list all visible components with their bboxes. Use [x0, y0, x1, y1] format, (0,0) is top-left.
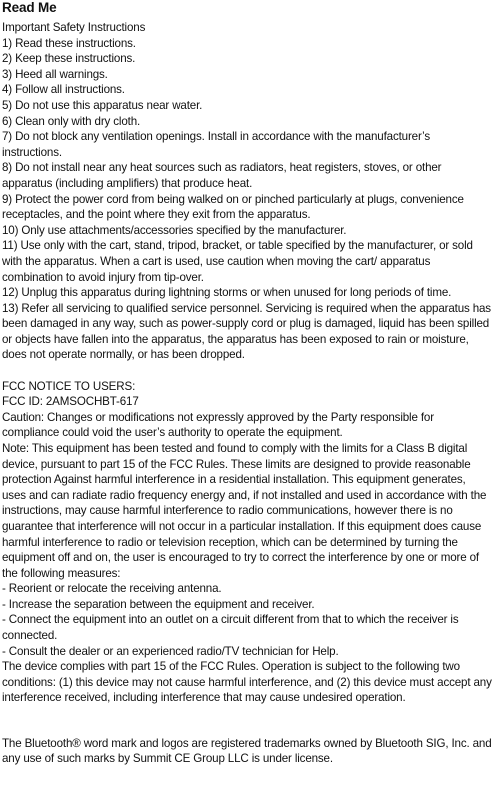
- fcc-id: FCC ID: 2AMSOCHBT-617: [2, 395, 139, 409]
- fcc-heading: FCC NOTICE TO USERS:: [2, 379, 136, 393]
- bluetooth-notice: The Bluetooth® word mark and logos are registered trademarks owned by Bluetooth SIG, Inc. and any use of such marks by Summit CE Group LLC is under license.: [2, 736, 492, 766]
- safety-item-4: 4) Follow all instructions.: [2, 83, 125, 97]
- safety-item-1: 1) Read these instructions.: [2, 36, 136, 50]
- safety-item-6: 6) Clean only with dry cloth.: [2, 114, 141, 128]
- safety-item-12: 12) Unplug this apparatus during lightning storms or when unused for long periods of time.: [2, 286, 452, 300]
- fcc-measure-3: - Connect the equipment into an outlet on a circuit different from that to which the receiver is connected.: [2, 613, 459, 643]
- safety-item-7: 7) Do not block any ventilation openings. Install in accordance with the manufacturer’s instructions.: [2, 130, 430, 159]
- fcc-compliance: The device complies with part 15 of the FCC Rules. Operation is subject to the following two conditions: (1) this device may not cause harmful interference, and (2) this device must accept any interference received, including interference that may cause undesired operation.: [2, 660, 492, 705]
- document-title: Read Me: [2, 0, 57, 15]
- safety-item-11: 11) Use only with the cart, stand, tripod, bracket, or table specified by the manufacturer, or sold with the apparatus. When a cart is used, use caution when moving the cart/ apparatus combination to avoid injury from tip-over.: [2, 239, 473, 284]
- fcc-measure-2: - Increase the separation between the equipment and receiver.: [2, 597, 315, 611]
- fcc-note: Note: This equipment has been tested and found to comply with the limits for a Class B digital device, pursuant to part 15 of the FCC Rules. These limits are designed to provide reasonable protection Against harmful interference in a residential installation. This equipment generates, uses and can radiate radio frequency energy and, if not installed and used in accordance with the instructions, may cause harmful interference to radio communications, however there is no guarantee that interference will not occur in a particular installation. If this equipment does cause harmful interference to radio or television reception, which can be determined by turning the equipment off and on, the user is encouraged to try to correct the interference by one or more of the following measures:: [2, 441, 487, 580]
- fcc-measure-4: - Consult the dealer or an experienced radio/TV technician for Help.: [2, 644, 339, 658]
- safety-item-8: 8) Do not install near any heat sources such as radiators, heat registers, stoves, or other apparatus (including amplifiers) that produce heat.: [2, 161, 442, 190]
- safety-item-3: 3) Heed all warnings.: [2, 67, 108, 81]
- fcc-caution: Caution: Changes or modifications not expressly approved by the Party responsible for compliance could void the user’s authority to operate the equipment.: [2, 410, 434, 440]
- safety-item-9: 9) Protect the power cord from being walked on or pinched particularly at plugs, convenience receptacles, and the point where they exit from the apparatus.: [2, 192, 464, 222]
- safety-item-10: 10) Only use attachments/accessories specified by the manufacturer.: [2, 223, 347, 237]
- safety-item-13: 13) Refer all servicing to qualified service personnel. Servicing is required when the apparatus has been damaged in any way, such as power-supply cord or plug is damaged, liquid has been spilled or objects have fallen into the apparatus, the apparatus has been exposed to rain or moisture, does not operate normally, or has been dropped.: [2, 301, 491, 362]
- section-spacer: [2, 722, 492, 736]
- safety-heading: Important Safety Instructions: [2, 21, 146, 34]
- safety-item-5: 5) Do not use this apparatus near water.: [2, 98, 203, 112]
- safety-item-2: 2) Keep these instructions.: [2, 52, 136, 66]
- section-spacer: [2, 706, 492, 722]
- section-spacer: [2, 363, 492, 379]
- fcc-measure-1: - Reorient or relocate the receiving antenna.: [2, 582, 222, 596]
